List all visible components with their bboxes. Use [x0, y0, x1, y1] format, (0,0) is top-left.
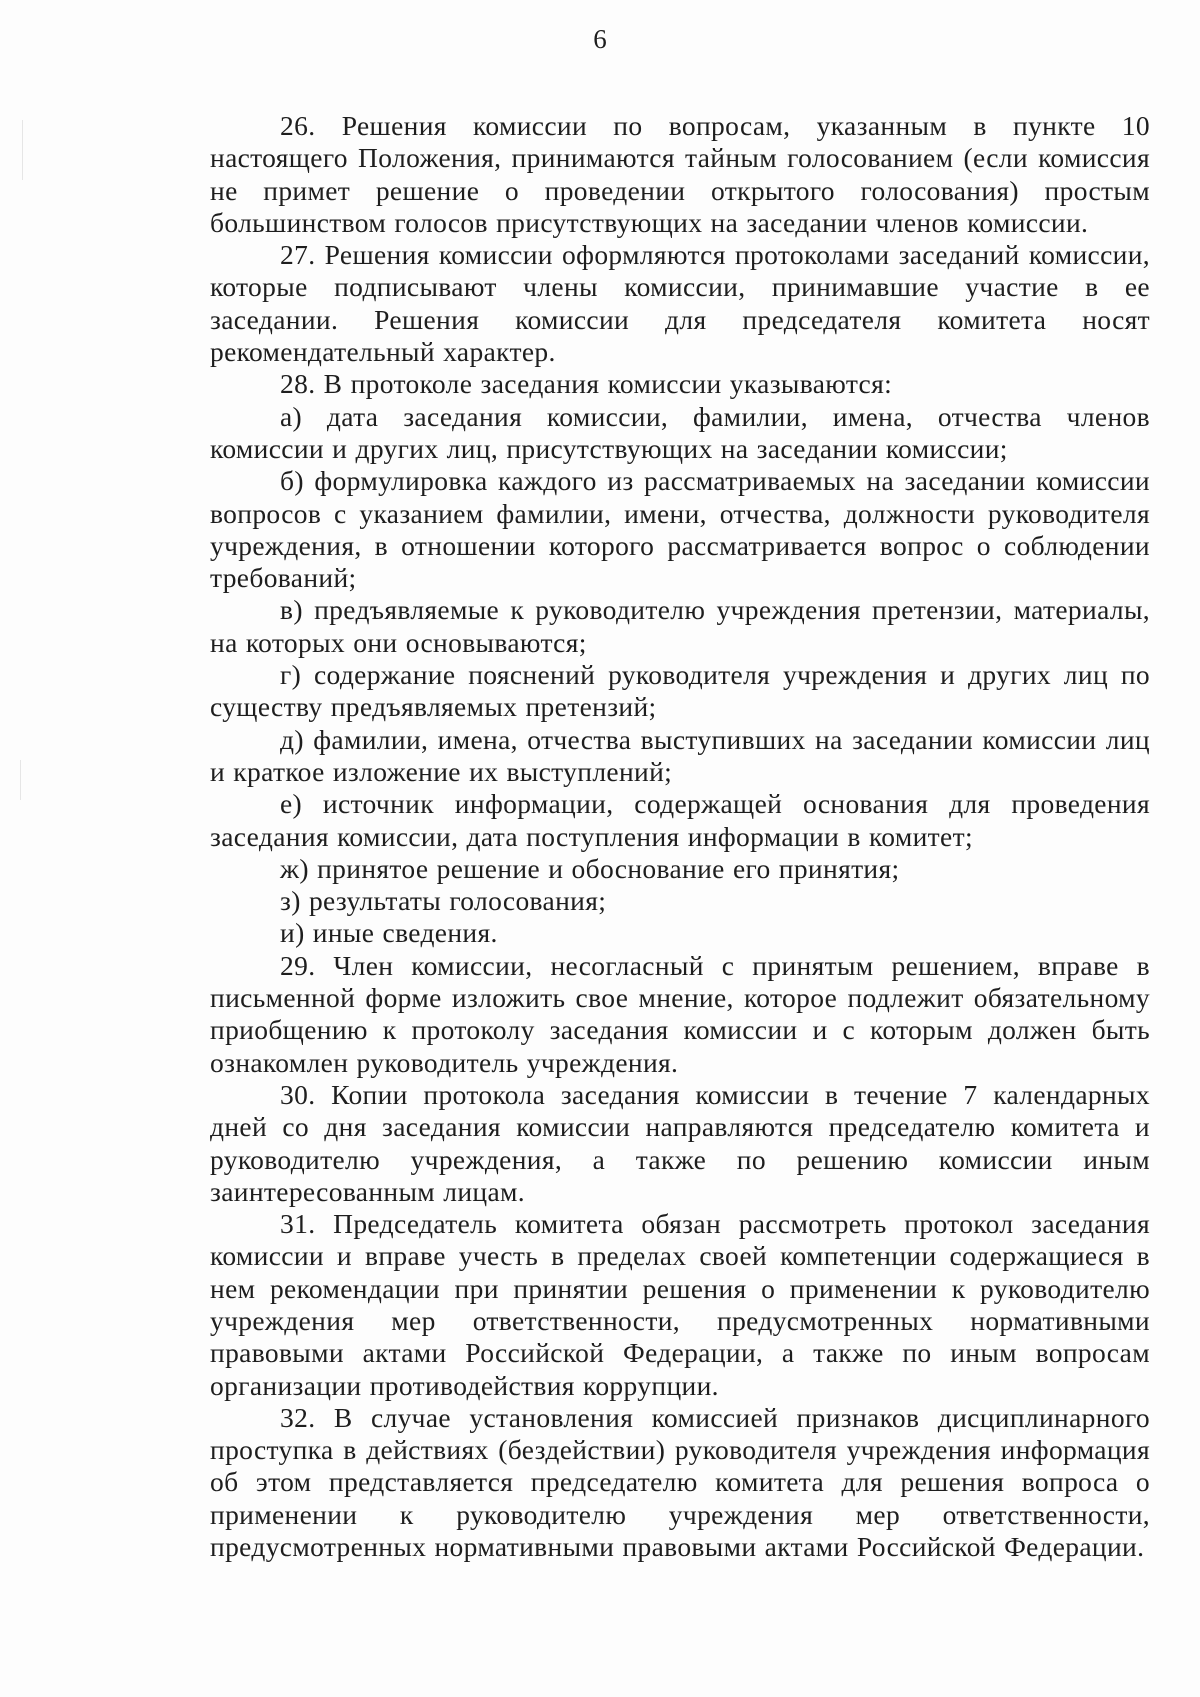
paragraph-32: 32. В случае установления комиссией признаков дисциплинарного проступка в действиях (бездействии) руководителя учреждения информация об этом представляется председателю комитета для решения вопроса о применении к руководителю учреждения мер ответственности, предусмотренных нормативными правовыми актами Российской Федерации.: [210, 1401, 1150, 1563]
paragraph-28-item-zh: ж) принятое решение и обоснование его принятия;: [280, 852, 900, 884]
paragraph-28-item-a: а) дата заседания комиссии, фамилии, имена, отчества членов комиссии и других лиц, присутствующих на заседании комиссии;: [210, 400, 1150, 464]
paragraph-28-item-v: в) предъявляемые к руководителю учреждения претензии, материалы, на которых они основываются;: [210, 594, 1150, 658]
paragraph-31: 31. Председатель комитета обязан рассмотреть протокол заседания комиссии и вправе учесть в пределах своей компетенции содержащиеся в нем рекомендации при принятии решения о применении к руководителю учреждения мер ответственности, предусмотренных нормативными правовыми актами Российской Федерации, а также по иным вопросам организации противодействия коррупции.: [210, 1208, 1150, 1401]
paragraph-30: 30. Копии протокола заседания комиссии в течение 7 календарных дней со дня заседания комиссии направляются председателю комитета и руководителю учреждения, а также по решению комиссии иным заинтересованным лицам.: [210, 1078, 1150, 1207]
scan-margin-mark: [20, 760, 21, 800]
page-number: 6: [593, 24, 607, 54]
paragraph-28-item-z: з) результаты голосования;: [280, 885, 607, 917]
paragraph-29: 29. Член комиссии, несогласный с принятым решением, вправе в письменной форме изложить свое мнение, которое подлежит обязательному приобщению к протоколу заседания комиссии и с которым должен быть ознакомлен руководитель учреждения.: [210, 949, 1150, 1078]
paragraph-28: 28. В протоколе заседания комиссии указываются:: [280, 368, 893, 400]
paragraph-26: 26. Решения комиссии по вопросам, указанным в пункте 10 настоящего Положения, принимаются тайным голосованием (если комиссия не примет решение о проведении открытого голосования) простым большинством голосов присутствующих на заседании членов комиссии.: [210, 110, 1150, 238]
document-body: [210, 110, 1150, 1563]
paragraph-28-item-b: б) формулировка каждого из рассматриваемых на заседании комиссии вопросов с указанием фамилии, имени, отчества, должности руководителя учреждения, в отношении которого рассматривается вопрос о соблюдении требований;: [210, 465, 1150, 594]
scan-margin-mark: [22, 120, 23, 180]
paragraph-28-item-g: г) содержание пояснений руководителя учреждения и других лиц по существу предъявляемых претензий;: [210, 659, 1150, 723]
paragraph-28-item-d: д) фамилии, имена, отчества выступивших на заседании комиссии лиц и краткое изложение их выступлений;: [210, 723, 1150, 787]
paragraph-28-item-i: и) иные сведения.: [280, 917, 498, 949]
paragraph-27: 27. Решения комиссии оформляются протоколами заседаний комиссии, которые подписывают члены комиссии, принимавшие участие в ее заседании. Решения комиссии для председателя комитета носят рекомендательный характер.: [210, 239, 1150, 368]
paragraph-28-item-e: е) источник информации, содержащей основания для проведения заседания комиссии, дата поступления информации в комитет;: [210, 788, 1150, 852]
